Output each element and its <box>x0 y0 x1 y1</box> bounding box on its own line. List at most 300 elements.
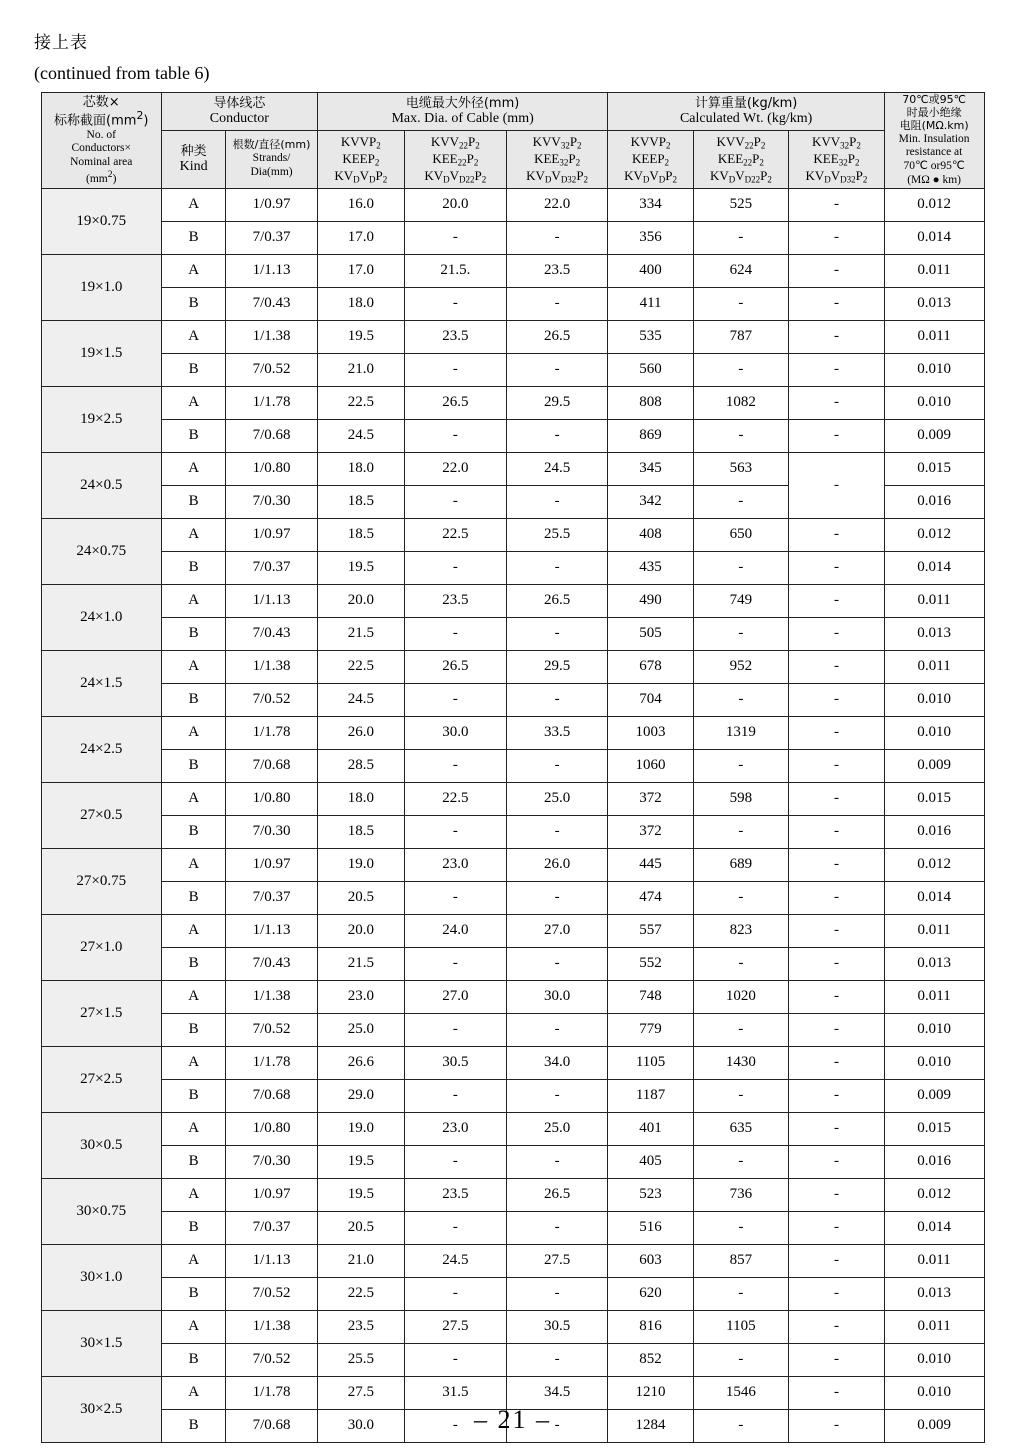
cell-wt-kvvp2: 1284 <box>608 1410 693 1443</box>
page-number: – 21 – <box>474 1405 551 1434</box>
cell-dia-kvv22p2: 21.5. <box>404 255 506 288</box>
table-row <box>41 552 984 585</box>
cell-wt-kvv32p2: - <box>789 519 885 552</box>
cell-kind: B <box>161 1278 225 1311</box>
cell-wt-kvvp2: 445 <box>608 849 693 882</box>
cell-wt-kvv22p2: 650 <box>693 519 789 552</box>
cell-wt-kvv32p2: - <box>789 915 885 948</box>
header-conductor-group-cn: 导体线芯 <box>213 95 266 111</box>
cell-dia-kvvp2: 23.5 <box>317 1311 404 1344</box>
cell-kind: A <box>161 1311 225 1344</box>
cell-dia-kvvp2: 22.5 <box>317 387 404 420</box>
cell-conductor-spec: 19×2.5 <box>41 387 161 453</box>
table-row <box>41 1014 984 1047</box>
cell-wt-kvv22p2: - <box>693 1014 789 1047</box>
header-conductors-en3: Nominal area <box>70 155 133 168</box>
cell-wt-kvv32p2: - <box>789 1311 885 1344</box>
cell-dia-kvv22p2: 23.0 <box>404 849 506 882</box>
cell-dia-kvv32p2: - <box>506 486 608 519</box>
header-type-kvv22p2-wt: $KVV_{22}P_2$ $KEE_{22}P_2$ $KV_DV_{D22}P_2$ <box>693 130 789 188</box>
table-row <box>41 1047 984 1080</box>
cell-strands: 7/0.68 <box>226 1080 317 1113</box>
cell-kind: B <box>161 618 225 651</box>
cell-kind: A <box>161 981 225 1014</box>
cell-kind: B <box>161 552 225 585</box>
cell-kind: A <box>161 1377 225 1410</box>
cell-wt-kvv22p2: 1546 <box>693 1377 789 1410</box>
table-row <box>41 1179 984 1212</box>
cell-wt-kvvp2: 678 <box>608 651 693 684</box>
cell-dia-kvv22p2: 22.0 <box>404 453 506 486</box>
cell-dia-kvv22p2: - <box>404 816 506 849</box>
cell-dia-kvv32p2: - <box>506 222 608 255</box>
cell-dia-kvv22p2: - <box>404 354 506 387</box>
cell-wt-kvv32p2: - <box>789 750 885 783</box>
table-row <box>41 783 984 816</box>
cell-dia-kvv32p2: 25.0 <box>506 1113 608 1146</box>
cell-wt-kvvp2: 523 <box>608 1179 693 1212</box>
cell-wt-kvv32p2: - <box>789 420 885 453</box>
cell-dia-kvv22p2: - <box>404 1014 506 1047</box>
cell-dia-kvvp2: 18.0 <box>317 453 404 486</box>
cell-kind: A <box>161 387 225 420</box>
cell-kind: A <box>161 321 225 354</box>
cell-conductor-spec: 30×2.5 <box>41 1377 161 1443</box>
cell-wt-kvv22p2: 749 <box>693 585 789 618</box>
table-row <box>41 816 984 849</box>
header-conductors-cn2: 标称截面$(mm^2)$ <box>54 108 149 129</box>
header-conductors-en1: No. of <box>86 128 116 141</box>
cell-strands: 7/0.43 <box>226 948 317 981</box>
header-conductors-en4: $(mm^2)$ <box>86 169 117 186</box>
cell-dia-kvv32p2: - <box>506 420 608 453</box>
cell-strands: 1/0.80 <box>226 453 317 486</box>
cell-dia-kvv22p2: 22.5 <box>404 519 506 552</box>
cell-wt-kvv22p2: - <box>693 1344 789 1377</box>
cell-wt-kvv22p2: 952 <box>693 651 789 684</box>
cell-wt-kvvp2: 808 <box>608 387 693 420</box>
cell-dia-kvv32p2: - <box>506 1278 608 1311</box>
header-insulation-group <box>884 93 984 189</box>
cell-dia-kvvp2: 20.0 <box>317 915 404 948</box>
header-type-kvv32p2-dia: $KVV_{32}P_2$ $KEE_{32}P_2$ $KV_DV_{D32}P_2$ <box>506 130 608 188</box>
cell-dia-kvvp2: 17.0 <box>317 222 404 255</box>
cell-wt-kvvp2: 372 <box>608 816 693 849</box>
table-row <box>41 519 984 552</box>
cell-dia-kvv22p2: - <box>404 1278 506 1311</box>
cell-insulation-resistance: 0.015 <box>884 1113 984 1146</box>
table-row <box>41 1344 984 1377</box>
header-insulation-en4: (MΩ ● km) <box>907 173 962 186</box>
cell-strands: 1/0.97 <box>226 519 317 552</box>
cell-dia-kvv22p2: 23.5 <box>404 585 506 618</box>
cell-wt-kvv22p2: - <box>693 1410 789 1443</box>
header-strands <box>226 130 317 188</box>
cell-strands: 1/1.38 <box>226 321 317 354</box>
cell-kind: A <box>161 717 225 750</box>
cell-wt-kvv22p2: 689 <box>693 849 789 882</box>
cell-insulation-resistance: 0.011 <box>884 1311 984 1344</box>
cell-wt-kvvp2: 400 <box>608 255 693 288</box>
cell-wt-kvvp2: 405 <box>608 1146 693 1179</box>
header-insulation-cn1: 70℃或95℃ <box>902 93 966 106</box>
cell-wt-kvv32p2: - <box>789 1014 885 1047</box>
cell-kind: B <box>161 882 225 915</box>
cell-strands: 1/1.78 <box>226 717 317 750</box>
cell-wt-kvv22p2: 1430 <box>693 1047 789 1080</box>
table-row <box>41 1245 984 1278</box>
cell-wt-kvvp2: 1105 <box>608 1047 693 1080</box>
cell-dia-kvv22p2: 23.5 <box>404 321 506 354</box>
cell-wt-kvvp2: 1060 <box>608 750 693 783</box>
cell-wt-kvvp2: 356 <box>608 222 693 255</box>
cell-wt-kvv22p2: 1319 <box>693 717 789 750</box>
cell-dia-kvv32p2: - <box>506 354 608 387</box>
cell-insulation-resistance: 0.011 <box>884 651 984 684</box>
cell-dia-kvv22p2: 23.5 <box>404 1179 506 1212</box>
cell-insulation-resistance: 0.010 <box>884 1344 984 1377</box>
cell-kind: B <box>161 288 225 321</box>
cell-kind: A <box>161 519 225 552</box>
cell-wt-kvv32p2: - <box>789 585 885 618</box>
table-row <box>41 981 984 1014</box>
header-strands-en1: Strands/ <box>252 152 291 165</box>
cell-dia-kvv32p2: 22.0 <box>506 189 608 222</box>
cell-dia-kvvp2: 16.0 <box>317 189 404 222</box>
header-type-kvvp2-wt: $KVVP_2$ $KEEP_2$ $KV_DV_DP_2$ <box>608 130 693 188</box>
cell-wt-kvv22p2: - <box>693 420 789 453</box>
table-row <box>41 915 984 948</box>
cell-wt-kvv22p2: - <box>693 222 789 255</box>
cell-wt-kvv32p2: - <box>789 1278 885 1311</box>
header-max-dia-group <box>317 93 608 131</box>
cell-dia-kvvp2: 24.5 <box>317 684 404 717</box>
cell-insulation-resistance: 0.016 <box>884 816 984 849</box>
cell-dia-kvvp2: 17.0 <box>317 255 404 288</box>
cell-wt-kvvp2: 401 <box>608 1113 693 1146</box>
table-header <box>41 93 984 189</box>
cell-wt-kvvp2: 552 <box>608 948 693 981</box>
cell-dia-kvvp2: 20.0 <box>317 585 404 618</box>
cell-dia-kvvp2: 21.5 <box>317 948 404 981</box>
header-kind <box>161 130 225 188</box>
cell-wt-kvvp2: 748 <box>608 981 693 1014</box>
cell-wt-kvvp2: 816 <box>608 1311 693 1344</box>
cell-insulation-resistance: 0.013 <box>884 948 984 981</box>
cell-conductor-spec: 27×2.5 <box>41 1047 161 1113</box>
cell-wt-kvv32p2: - <box>789 387 885 420</box>
cell-dia-kvv32p2: - <box>506 1080 608 1113</box>
cell-wt-kvv22p2: 736 <box>693 1179 789 1212</box>
cell-strands: 7/0.30 <box>226 816 317 849</box>
cell-dia-kvv22p2: 24.0 <box>404 915 506 948</box>
header-conductor-group-en: Conductor <box>209 110 269 126</box>
cell-insulation-resistance: 0.010 <box>884 1377 984 1410</box>
cell-wt-kvv22p2: - <box>693 1212 789 1245</box>
cell-dia-kvv22p2: 24.5 <box>404 1245 506 1278</box>
header-conductors-en2: Conductors× <box>71 142 131 155</box>
table-row <box>41 321 984 354</box>
cell-insulation-resistance: 0.009 <box>884 420 984 453</box>
cell-wt-kvv22p2: 563 <box>693 453 789 486</box>
cell-wt-kvv32p2: - <box>789 552 885 585</box>
cell-kind: B <box>161 684 225 717</box>
header-insulation-en3: 70℃ or95℃ <box>903 160 965 173</box>
cell-kind: B <box>161 1212 225 1245</box>
cell-strands: 7/0.30 <box>226 486 317 519</box>
table-row <box>41 1080 984 1113</box>
table-row <box>41 618 984 651</box>
cell-insulation-resistance: 0.009 <box>884 750 984 783</box>
cell-wt-kvvp2: 603 <box>608 1245 693 1278</box>
cell-wt-kvv32p2: - <box>789 1113 885 1146</box>
cell-insulation-resistance: 0.009 <box>884 1410 984 1443</box>
cell-wt-kvv22p2: 857 <box>693 1245 789 1278</box>
cell-dia-kvv22p2: 31.5 <box>404 1377 506 1410</box>
cell-kind: B <box>161 1344 225 1377</box>
cell-wt-kvvp2: 505 <box>608 618 693 651</box>
header-weight-cn: 计算重量(kg/km) <box>694 95 798 111</box>
cell-wt-kvv32p2: - <box>789 453 885 519</box>
cell-wt-kvv32p2: - <box>789 816 885 849</box>
cell-dia-kvv22p2: - <box>404 750 506 783</box>
cell-conductor-spec: 30×0.5 <box>41 1113 161 1179</box>
cell-strands: 1/1.13 <box>226 915 317 948</box>
cell-wt-kvv22p2: 1020 <box>693 981 789 1014</box>
cell-wt-kvv22p2: - <box>693 618 789 651</box>
cell-dia-kvvp2: 22.5 <box>317 1278 404 1311</box>
cell-wt-kvvp2: 334 <box>608 189 693 222</box>
cell-dia-kvv22p2: - <box>404 420 506 453</box>
cell-wt-kvv32p2: - <box>789 948 885 981</box>
cell-dia-kvv32p2: - <box>506 882 608 915</box>
cell-strands: 1/0.97 <box>226 849 317 882</box>
cell-conductor-spec: 27×0.75 <box>41 849 161 915</box>
header-insulation-en1: Min. Insulation <box>898 132 970 145</box>
cell-dia-kvv32p2: 26.5 <box>506 321 608 354</box>
cell-dia-kvvp2: 19.0 <box>317 1113 404 1146</box>
cell-kind: B <box>161 1014 225 1047</box>
cell-wt-kvv32p2: - <box>789 618 885 651</box>
cell-dia-kvv22p2: 30.0 <box>404 717 506 750</box>
cell-dia-kvvp2: 18.0 <box>317 783 404 816</box>
cell-wt-kvvp2: 345 <box>608 453 693 486</box>
cell-kind: A <box>161 255 225 288</box>
table-row <box>41 387 984 420</box>
cell-conductor-spec: 24×1.0 <box>41 585 161 651</box>
table-row <box>41 1146 984 1179</box>
cell-dia-kvvp2: 18.0 <box>317 288 404 321</box>
cell-kind: B <box>161 354 225 387</box>
cell-dia-kvv22p2: - <box>404 882 506 915</box>
cell-insulation-resistance: 0.011 <box>884 915 984 948</box>
cell-kind: B <box>161 222 225 255</box>
cell-dia-kvvp2: 25.0 <box>317 1014 404 1047</box>
header-conductors <box>41 93 161 189</box>
cell-wt-kvvp2: 516 <box>608 1212 693 1245</box>
cell-strands: 7/0.43 <box>226 618 317 651</box>
cell-strands: 7/0.52 <box>226 1014 317 1047</box>
cell-strands: 1/1.38 <box>226 1311 317 1344</box>
cell-conductor-spec: 27×1.5 <box>41 981 161 1047</box>
cell-dia-kvv22p2: - <box>404 1146 506 1179</box>
cell-dia-kvvp2: 19.0 <box>317 849 404 882</box>
header-insulation-en2: resistance at <box>905 146 963 159</box>
cell-conductor-spec: 30×1.0 <box>41 1245 161 1311</box>
cell-strands: 1/0.80 <box>226 783 317 816</box>
cell-dia-kvv22p2: - <box>404 948 506 981</box>
table-row <box>41 750 984 783</box>
cell-insulation-resistance: 0.011 <box>884 585 984 618</box>
cell-dia-kvvp2: 21.0 <box>317 1245 404 1278</box>
cell-wt-kvv32p2: - <box>789 1410 885 1443</box>
cell-strands: 7/0.68 <box>226 420 317 453</box>
cell-dia-kvvp2: 26.6 <box>317 1047 404 1080</box>
cell-wt-kvvp2: 560 <box>608 354 693 387</box>
cell-wt-kvvp2: 435 <box>608 552 693 585</box>
cell-kind: B <box>161 750 225 783</box>
cell-dia-kvv22p2: - <box>404 1212 506 1245</box>
table-row <box>41 882 984 915</box>
cell-dia-kvv32p2: 25.0 <box>506 783 608 816</box>
cell-insulation-resistance: 0.016 <box>884 486 984 519</box>
cell-wt-kvv32p2: - <box>789 651 885 684</box>
header-conductors-cn1: 芯数× <box>82 94 120 110</box>
cell-dia-kvv22p2: - <box>404 684 506 717</box>
table-row <box>41 255 984 288</box>
cell-strands: 1/1.13 <box>226 1245 317 1278</box>
table-row <box>41 222 984 255</box>
cell-strands: 7/0.30 <box>226 1146 317 1179</box>
header-weight-group <box>608 93 884 131</box>
cell-dia-kvv32p2: 26.5 <box>506 585 608 618</box>
cell-strands: 1/0.97 <box>226 189 317 222</box>
cell-insulation-resistance: 0.012 <box>884 189 984 222</box>
cell-dia-kvv32p2: 29.5 <box>506 651 608 684</box>
cell-wt-kvv22p2: - <box>693 1278 789 1311</box>
cell-dia-kvvp2: 29.0 <box>317 1080 404 1113</box>
cell-wt-kvv32p2: - <box>789 717 885 750</box>
cell-strands: 7/0.68 <box>226 1410 317 1443</box>
cell-dia-kvv22p2: 23.0 <box>404 1113 506 1146</box>
cell-insulation-resistance: 0.011 <box>884 255 984 288</box>
cell-dia-kvv32p2: - <box>506 684 608 717</box>
cell-strands: 1/1.13 <box>226 585 317 618</box>
cell-insulation-resistance: 0.013 <box>884 618 984 651</box>
cell-dia-kvvp2: 24.5 <box>317 420 404 453</box>
cell-wt-kvv32p2: - <box>789 1080 885 1113</box>
cell-dia-kvv32p2: 26.0 <box>506 849 608 882</box>
cell-insulation-resistance: 0.014 <box>884 552 984 585</box>
cell-insulation-resistance: 0.010 <box>884 717 984 750</box>
cell-dia-kvv32p2: 27.5 <box>506 1245 608 1278</box>
table-row <box>41 453 984 486</box>
cell-insulation-resistance: 0.010 <box>884 684 984 717</box>
cell-dia-kvvp2: 19.5 <box>317 1179 404 1212</box>
cell-wt-kvv22p2: 823 <box>693 915 789 948</box>
cell-dia-kvvp2: 18.5 <box>317 816 404 849</box>
cell-strands: 7/0.52 <box>226 354 317 387</box>
cell-wt-kvvp2: 372 <box>608 783 693 816</box>
cell-wt-kvv22p2: - <box>693 882 789 915</box>
cell-conductor-spec: 30×1.5 <box>41 1311 161 1377</box>
header-weight-en: Calculated Wt. (kg/km) <box>679 110 813 126</box>
cell-insulation-resistance: 0.011 <box>884 321 984 354</box>
cell-strands: 1/1.38 <box>226 651 317 684</box>
cell-strands: 1/1.38 <box>226 981 317 1014</box>
cell-wt-kvv32p2: - <box>789 1212 885 1245</box>
cell-kind: A <box>161 783 225 816</box>
header-conductor-group <box>161 93 317 131</box>
table-row <box>41 189 984 222</box>
cell-wt-kvv32p2: - <box>789 783 885 816</box>
cell-wt-kvv22p2: - <box>693 1080 789 1113</box>
cable-specification-table <box>41 92 985 1443</box>
cell-wt-kvvp2: 779 <box>608 1014 693 1047</box>
cell-dia-kvv32p2: - <box>506 948 608 981</box>
cell-dia-kvv32p2: 25.5 <box>506 519 608 552</box>
cell-dia-kvv32p2: - <box>506 1146 608 1179</box>
cell-wt-kvv32p2: - <box>789 255 885 288</box>
cell-wt-kvv32p2: - <box>789 354 885 387</box>
cell-wt-kvvp2: 1210 <box>608 1377 693 1410</box>
cell-wt-kvvp2: 852 <box>608 1344 693 1377</box>
header-max-dia-en: Max. Dia. of Cable (mm) <box>391 110 534 126</box>
cell-strands: 1/0.80 <box>226 1113 317 1146</box>
header-insulation-cn3: 电阻(MΩ.km) <box>899 118 969 132</box>
header-kind-en: Kind <box>179 158 208 174</box>
cell-insulation-resistance: 0.013 <box>884 288 984 321</box>
cell-wt-kvvp2: 411 <box>608 288 693 321</box>
cell-insulation-resistance: 0.009 <box>884 1080 984 1113</box>
table-row <box>41 717 984 750</box>
cell-wt-kvv32p2: - <box>789 849 885 882</box>
cell-insulation-resistance: 0.012 <box>884 519 984 552</box>
table-row <box>41 420 984 453</box>
cell-wt-kvv32p2: - <box>789 684 885 717</box>
cell-kind: B <box>161 486 225 519</box>
header-kind-cn: 种类 <box>180 143 207 159</box>
cell-insulation-resistance: 0.011 <box>884 981 984 1014</box>
table-row <box>41 1212 984 1245</box>
cell-dia-kvv32p2: 29.5 <box>506 387 608 420</box>
cell-wt-kvv22p2: 525 <box>693 189 789 222</box>
cell-wt-kvv32p2: - <box>789 1179 885 1212</box>
cell-kind: A <box>161 849 225 882</box>
cell-strands: 1/1.78 <box>226 1047 317 1080</box>
table-row <box>41 354 984 387</box>
cell-kind: B <box>161 816 225 849</box>
cell-wt-kvvp2: 1187 <box>608 1080 693 1113</box>
cell-dia-kvvp2: 19.5 <box>317 1146 404 1179</box>
cell-dia-kvv32p2: - <box>506 816 608 849</box>
cell-dia-kvv22p2: 30.5 <box>404 1047 506 1080</box>
cell-wt-kvv32p2: - <box>789 1377 885 1410</box>
cell-dia-kvv32p2: - <box>506 1344 608 1377</box>
cell-dia-kvv32p2: - <box>506 1014 608 1047</box>
cell-kind: A <box>161 1047 225 1080</box>
cell-wt-kvv22p2: 624 <box>693 255 789 288</box>
table-row <box>41 1278 984 1311</box>
cell-dia-kvv32p2: 33.5 <box>506 717 608 750</box>
cell-kind: A <box>161 1245 225 1278</box>
cell-dia-kvvp2: 27.5 <box>317 1377 404 1410</box>
cell-dia-kvv22p2: - <box>404 1344 506 1377</box>
cell-wt-kvv22p2: 1105 <box>693 1311 789 1344</box>
cell-wt-kvv22p2: - <box>693 288 789 321</box>
cell-wt-kvvp2: 869 <box>608 420 693 453</box>
cell-wt-kvv22p2: - <box>693 552 789 585</box>
